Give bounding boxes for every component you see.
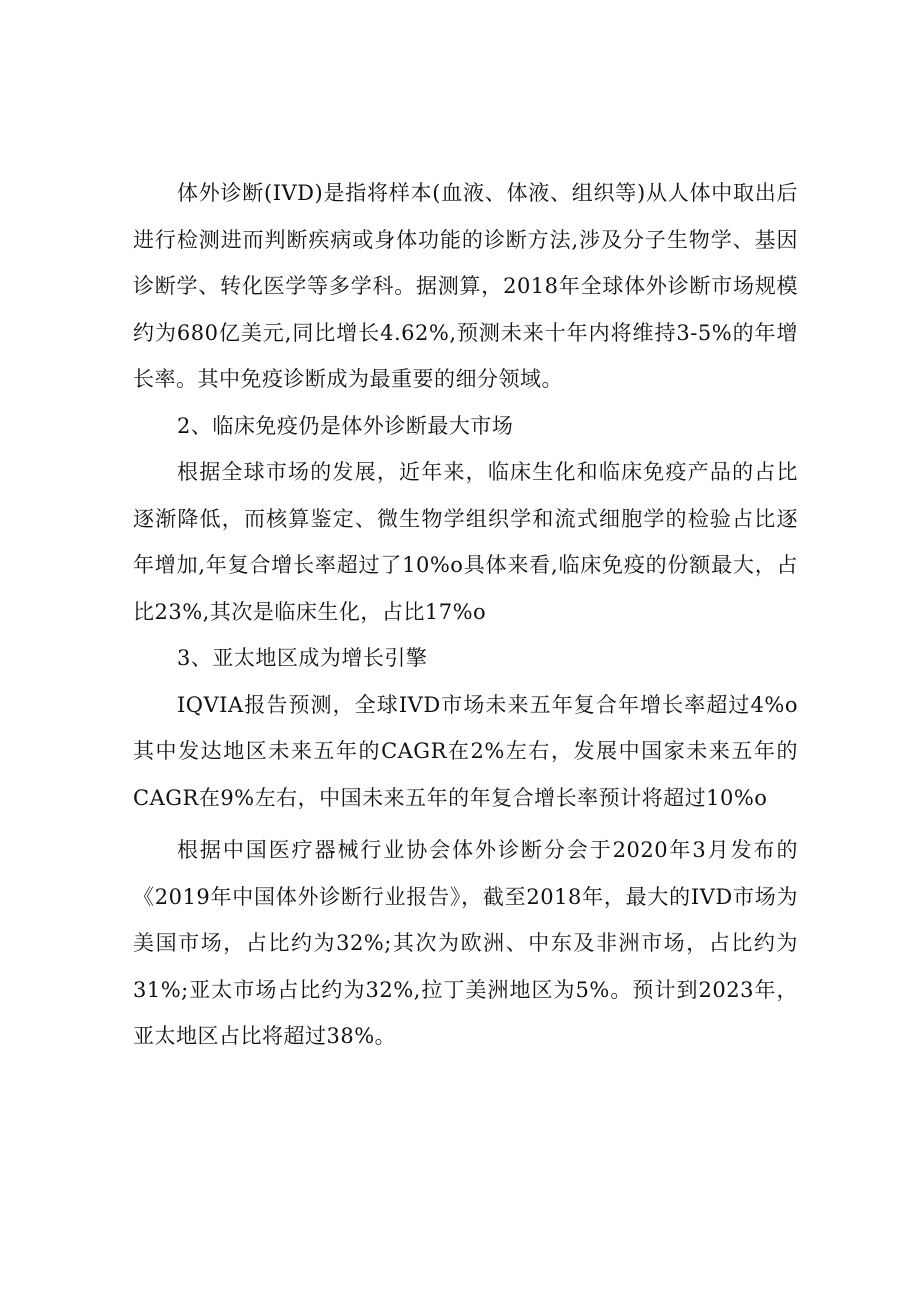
- section-heading-clinical-immunity: 2、临床免疫仍是体外诊断最大市场: [177, 413, 514, 438]
- paragraph-ivd-definition: 体外诊断(IVD)是指将样本(血液、体液、组织等)从人体中取出后进行检测进而判断疾病或身体功能的诊断方法,涉及分子生物学、基因诊断学、转化医学等多学科。据测算，2018年全球体外诊断市场规模约为680亿美元,同比增长4.62%,预测未来十年内将维持3-5%的年增长率。其中免疫诊断成为最重要的细分领域。: [133, 181, 798, 391]
- section-heading-asia-pacific: 3、亚太地区成为增长引擎: [177, 646, 428, 670]
- document-body: [133, 170, 798, 1060]
- paragraph-iqvia-forecast: IQVIA报告预测，全球IVD市场未来五年复合年增长率超过4%o其中发达地区未来五年的CAGR在2%左右，发展中国家未来五年的CAGR在9%左右，中国未来五年的年复合增长率预计将超过10%o: [133, 692, 798, 810]
- paragraph-china-report: 根据中国医疗器械行业协会体外诊断分会于2020年3月发布的《2019年中国体外诊断行业报告》，截至2018年，最大的IVD市场为美国市场，占比约为32%;其次为欧洲、中东及非洲市场，占比约为31%;亚太市场占比约为32%,拉丁美洲地区为5%。预计到2023年，亚太地区占比将超过38%。: [133, 838, 798, 1048]
- paragraph-market-development: 根据全球市场的发展，近年来，临床生化和临床免疫产品的占比逐渐降低，而核算鉴定、微生物学组织学和流式细胞学的检验占比逐年增加,年复合增长率超过了10%o具体来看,临床免疫的份额最大，占比23%,其次是临床生化，占比17%o: [133, 460, 798, 624]
